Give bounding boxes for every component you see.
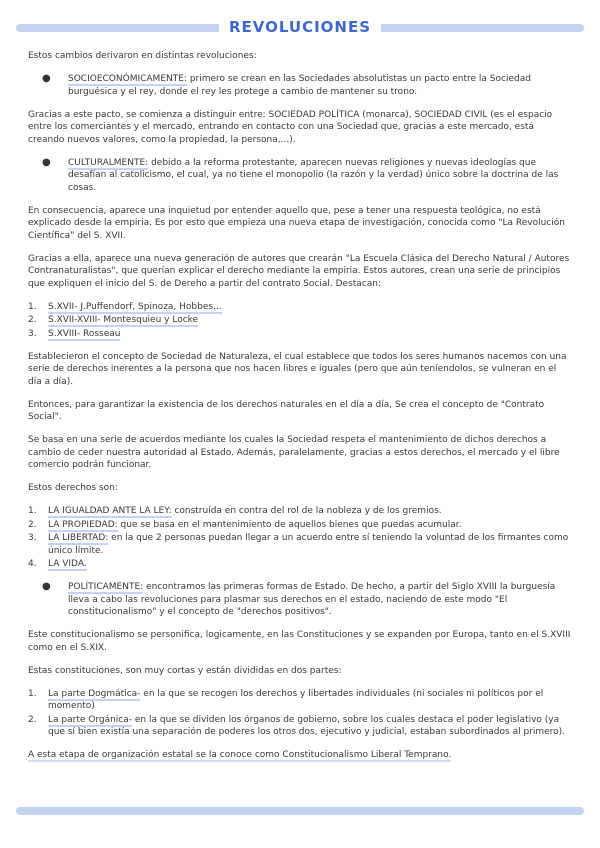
list-item: [28, 505, 572, 518]
page-title: REVOLUCIONES: [219, 17, 381, 37]
bullet-label: POLÍTICAMENTE:: [68, 582, 144, 592]
list-text: en la que se dividen los órganos de gobierno, sobre los cuales destaca el poder legislativo (ya que sí bien existía una separación de poderes los otros dos, ejecutivo y judicial, estaban subordinados al primero).: [48, 714, 566, 737]
bullet-list-political: [28, 581, 572, 619]
list-label: La parte Orgánica-: [48, 714, 133, 725]
paragraph-escuela-clasica: Gracias a ella, aparece una nueva generación de autores que crearán "La Escuela Clásica del Derecho Natural / Autores Contranaturalistas", que querían explicar el derecho mediante la empiria. Estos autores, crean una serie de principios que expliquen el inicio del S. de Dereho a partir del contrato Social. Destacan:: [28, 253, 570, 289]
paragraph-constituciones: Estas constituciones, son muy cortas y están divididas en dos partes:: [28, 665, 342, 676]
bullet-text: debido a la reforma protestante, aparecen nuevas religiones y nuevas ideologías que desafían al catolicismo, el cual, ya no tiene el monopolio (la razón y la verdad) único sobre la doctrina de las cosas.: [68, 157, 559, 193]
rights-list: [28, 505, 572, 571]
footer-band: [16, 807, 584, 815]
list-number: 4.: [28, 559, 37, 569]
closing-paragraph: [28, 749, 572, 762]
bullet-text: encontramos las primeras formas de Estado. De hecho, a partir del Siglo XVIII la burguesía lleva a cabo las revoluciones para plasmar sus derechos en el estado, naciendo de este modo "El constitucionalismo" y el concepto de "derechos positivos".: [68, 582, 556, 617]
list-text: S.XVII-XVIII- Montesquieu y Locke: [48, 315, 199, 325]
list-text: en la que se recogen los derechos y libertades individuales (ni sociales ni políticos por el momento): [48, 688, 544, 711]
list-item: [28, 558, 572, 571]
bullet-text: primero se crean en las Sociedades absolutistas un pacto entre la Sociedad burguésica y el rey, donde el rey les protege a cambio de mantener su trono.: [68, 74, 531, 97]
bullet-label: SOCIOECONÓMICAMENTE:: [68, 74, 187, 84]
bullet-item: [42, 581, 572, 619]
paragraph-sociedad-naturaleza: Establecieron el concepto de Sociedad de Naturaleza, el cual establece que todos los seres humanos nacemos con una serie de derechos inerentes a la persona que nos hacen libres e iguales (pero que aún teníendolos, se vulneran en el día a día).: [28, 351, 567, 387]
authors-list: [28, 301, 572, 341]
list-label: LA PROPIEDAD:: [48, 519, 118, 530]
list-text: S.XVIII- Rosseau: [48, 328, 121, 339]
page-title-wrap: [0, 17, 600, 37]
list-label: LA VIDA.: [48, 559, 87, 569]
parts-list: [28, 688, 572, 739]
bullet-dot-icon: ●: [42, 156, 51, 168]
list-number: 1.: [28, 506, 37, 516]
list-item: [28, 328, 572, 341]
rights-intro: Estos derechos son:: [28, 483, 118, 493]
list-item: [28, 314, 572, 327]
list-text: S.XVII- J.Puffendorf, Spinoza, Hobbes...: [48, 301, 222, 312]
list-label: LA IGUALDAD ANTE LA LEY:: [48, 506, 172, 516]
bullet-item: [42, 156, 572, 195]
list-text: construída en contra del rol de la nobleza y de los gremios.: [171, 506, 442, 516]
bullet-item: [42, 73, 572, 98]
list-number: 3.: [28, 533, 37, 543]
bullet-list-socioeconomic: [28, 73, 572, 98]
list-number: 2.: [28, 519, 37, 530]
bullet-label: CULTURALMENTE:: [68, 157, 149, 168]
list-number: 2.: [28, 315, 37, 325]
paragraph-constitucionalismo: Este constitucionalismo se personifica, logicamente, en las Constituciones y se expanden por Europa, tanto en el S.XVIII como en el S.XIX.: [28, 630, 571, 653]
list-item: [28, 714, 572, 739]
list-item: [28, 301, 572, 314]
list-item: [28, 519, 572, 532]
paragraph-consecuencia: En consecuencia, aparece una inquietud por entender aquello que, pese a tener una respuesta teológica, no está explicado desde la empiria. Es por esto que empieza una nueva etapa de investigación, conocida como "La Revolución Científica" del S. XVII.: [28, 205, 565, 241]
list-number: 1.: [28, 688, 37, 699]
list-text: en la que 2 personas puedan llegar a un acuerdo entre sí teniendo la voluntad de los firmantes como único límite.: [48, 533, 569, 556]
paragraph-pacto: Gracias a este pacto, se comienza a distinguir entre: SOCIEDAD POLÍTICA (monarca), SOCIEDAD CIVIL (es el espacio entre los comerciantes y el mercado, entrando en contacto con una Sociedad que, gracias a este mercado, está creando nuevos valores, como la propiedad, la persona,...).: [28, 109, 553, 145]
list-number: 1.: [28, 301, 37, 312]
bullet-dot-icon: ●: [42, 73, 51, 84]
list-number: 2.: [28, 714, 37, 725]
list-label: LA LIBERTAD:: [48, 533, 109, 543]
closing-text: A esta etapa de organización estatal se la conoce como Constitucionalismo Liberal Temprano.: [28, 750, 452, 760]
document-body: [28, 50, 572, 772]
bullet-list-cultural: [28, 157, 572, 195]
list-text: que se basa en el mantenimiento de aquellos bienes que puedas acumular.: [117, 519, 462, 530]
list-item: [28, 688, 572, 713]
list-item: [28, 532, 572, 557]
paragraph-acuerdos: Se basa en una serie de acuerdos mediante los cuales la Sociedad respeta el mantenimiento de dichos derechos a cambio de ceder nuestra autoridad al Estado. Además, paralelamente, gracias a estos derechos, el mercado y el libre comercio podrán funcionar.: [28, 435, 560, 470]
bullet-dot-icon: ●: [42, 581, 51, 592]
list-number: 3.: [28, 328, 37, 339]
list-label: La parte Dogmática-: [48, 688, 141, 699]
paragraph-contrato-social: Entonces, para garantizar la existencia de los derechos naturales en el día a día, Se crea el concepto de "Contrato Social".: [28, 399, 545, 422]
intro-paragraph: Estos cambios derivaron en distintas revoluciones:: [28, 51, 257, 61]
